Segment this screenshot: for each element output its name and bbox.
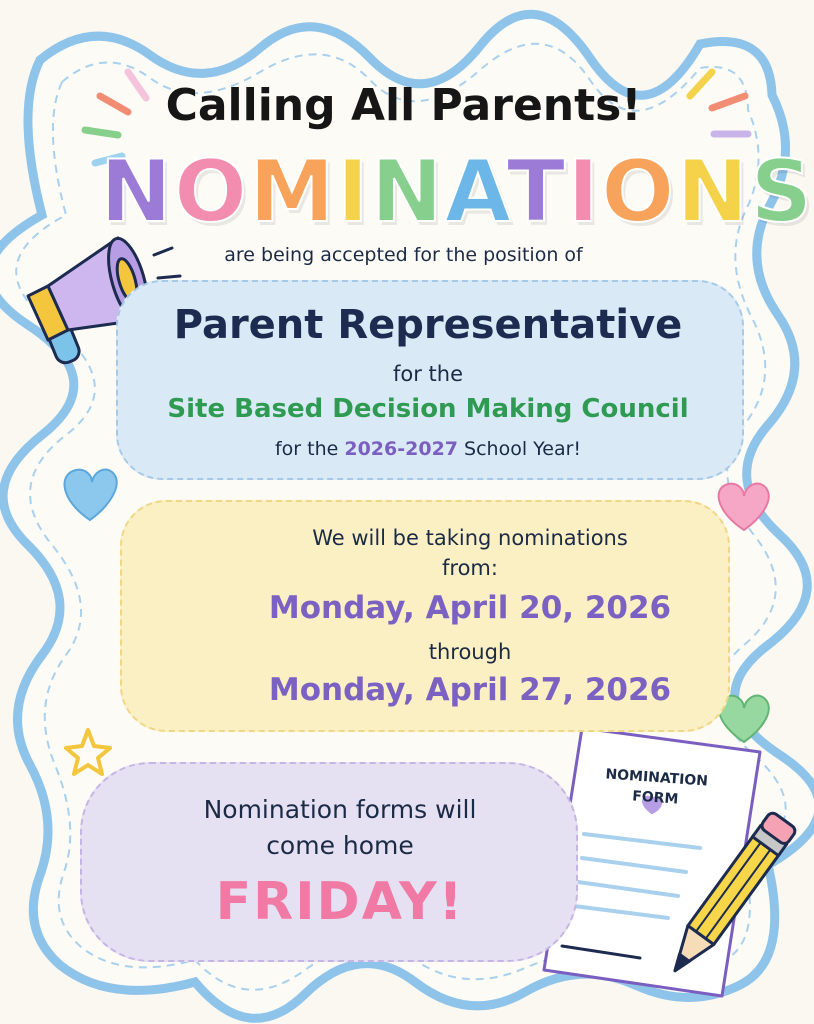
- forms-home-text: [180, 792, 500, 864]
- taking-line-2: from:: [442, 556, 498, 580]
- title-letter: S: [750, 142, 814, 242]
- taking-nominations-text: [240, 523, 700, 583]
- title-letter: I: [567, 142, 602, 242]
- form-title-line-1: NOMINATION: [604, 766, 709, 790]
- accepted-text: are being accepted for the position of: [224, 244, 583, 266]
- headline: Calling All Parents!: [165, 80, 642, 131]
- title-letter: O: [173, 142, 250, 242]
- forms-line-1: Nomination forms will: [203, 795, 477, 824]
- for-the-text: for the: [392, 362, 463, 386]
- title-letter: N: [676, 142, 751, 242]
- nominations-title: [100, 142, 814, 242]
- year-range: 2026-2027: [344, 438, 459, 460]
- year-prefix: for the: [274, 438, 345, 460]
- title-letter: I: [336, 142, 371, 242]
- title-letter: A: [444, 142, 507, 242]
- title-letter: N: [370, 142, 445, 242]
- role-title: Parent Representative: [173, 302, 683, 348]
- title-letter: O: [601, 142, 677, 242]
- taking-line-1: We will be taking nominations: [312, 526, 628, 550]
- school-year-line: [116, 438, 740, 460]
- start-date: Monday, April 20, 2026: [268, 590, 672, 626]
- form-title-line-2: FORM: [631, 788, 679, 808]
- title-letter: N: [100, 142, 174, 242]
- title-letter: M: [249, 142, 337, 242]
- through-text: through: [428, 640, 512, 664]
- year-suffix: School Year!: [458, 438, 582, 460]
- end-date: Monday, April 27, 2026: [268, 672, 672, 708]
- form-title: [595, 764, 717, 812]
- title-letter: T: [506, 142, 568, 242]
- forms-line-2: come home: [266, 831, 414, 860]
- friday-text: FRIDAY!: [215, 872, 465, 932]
- council-name: Site Based Decision Making Council: [167, 394, 689, 424]
